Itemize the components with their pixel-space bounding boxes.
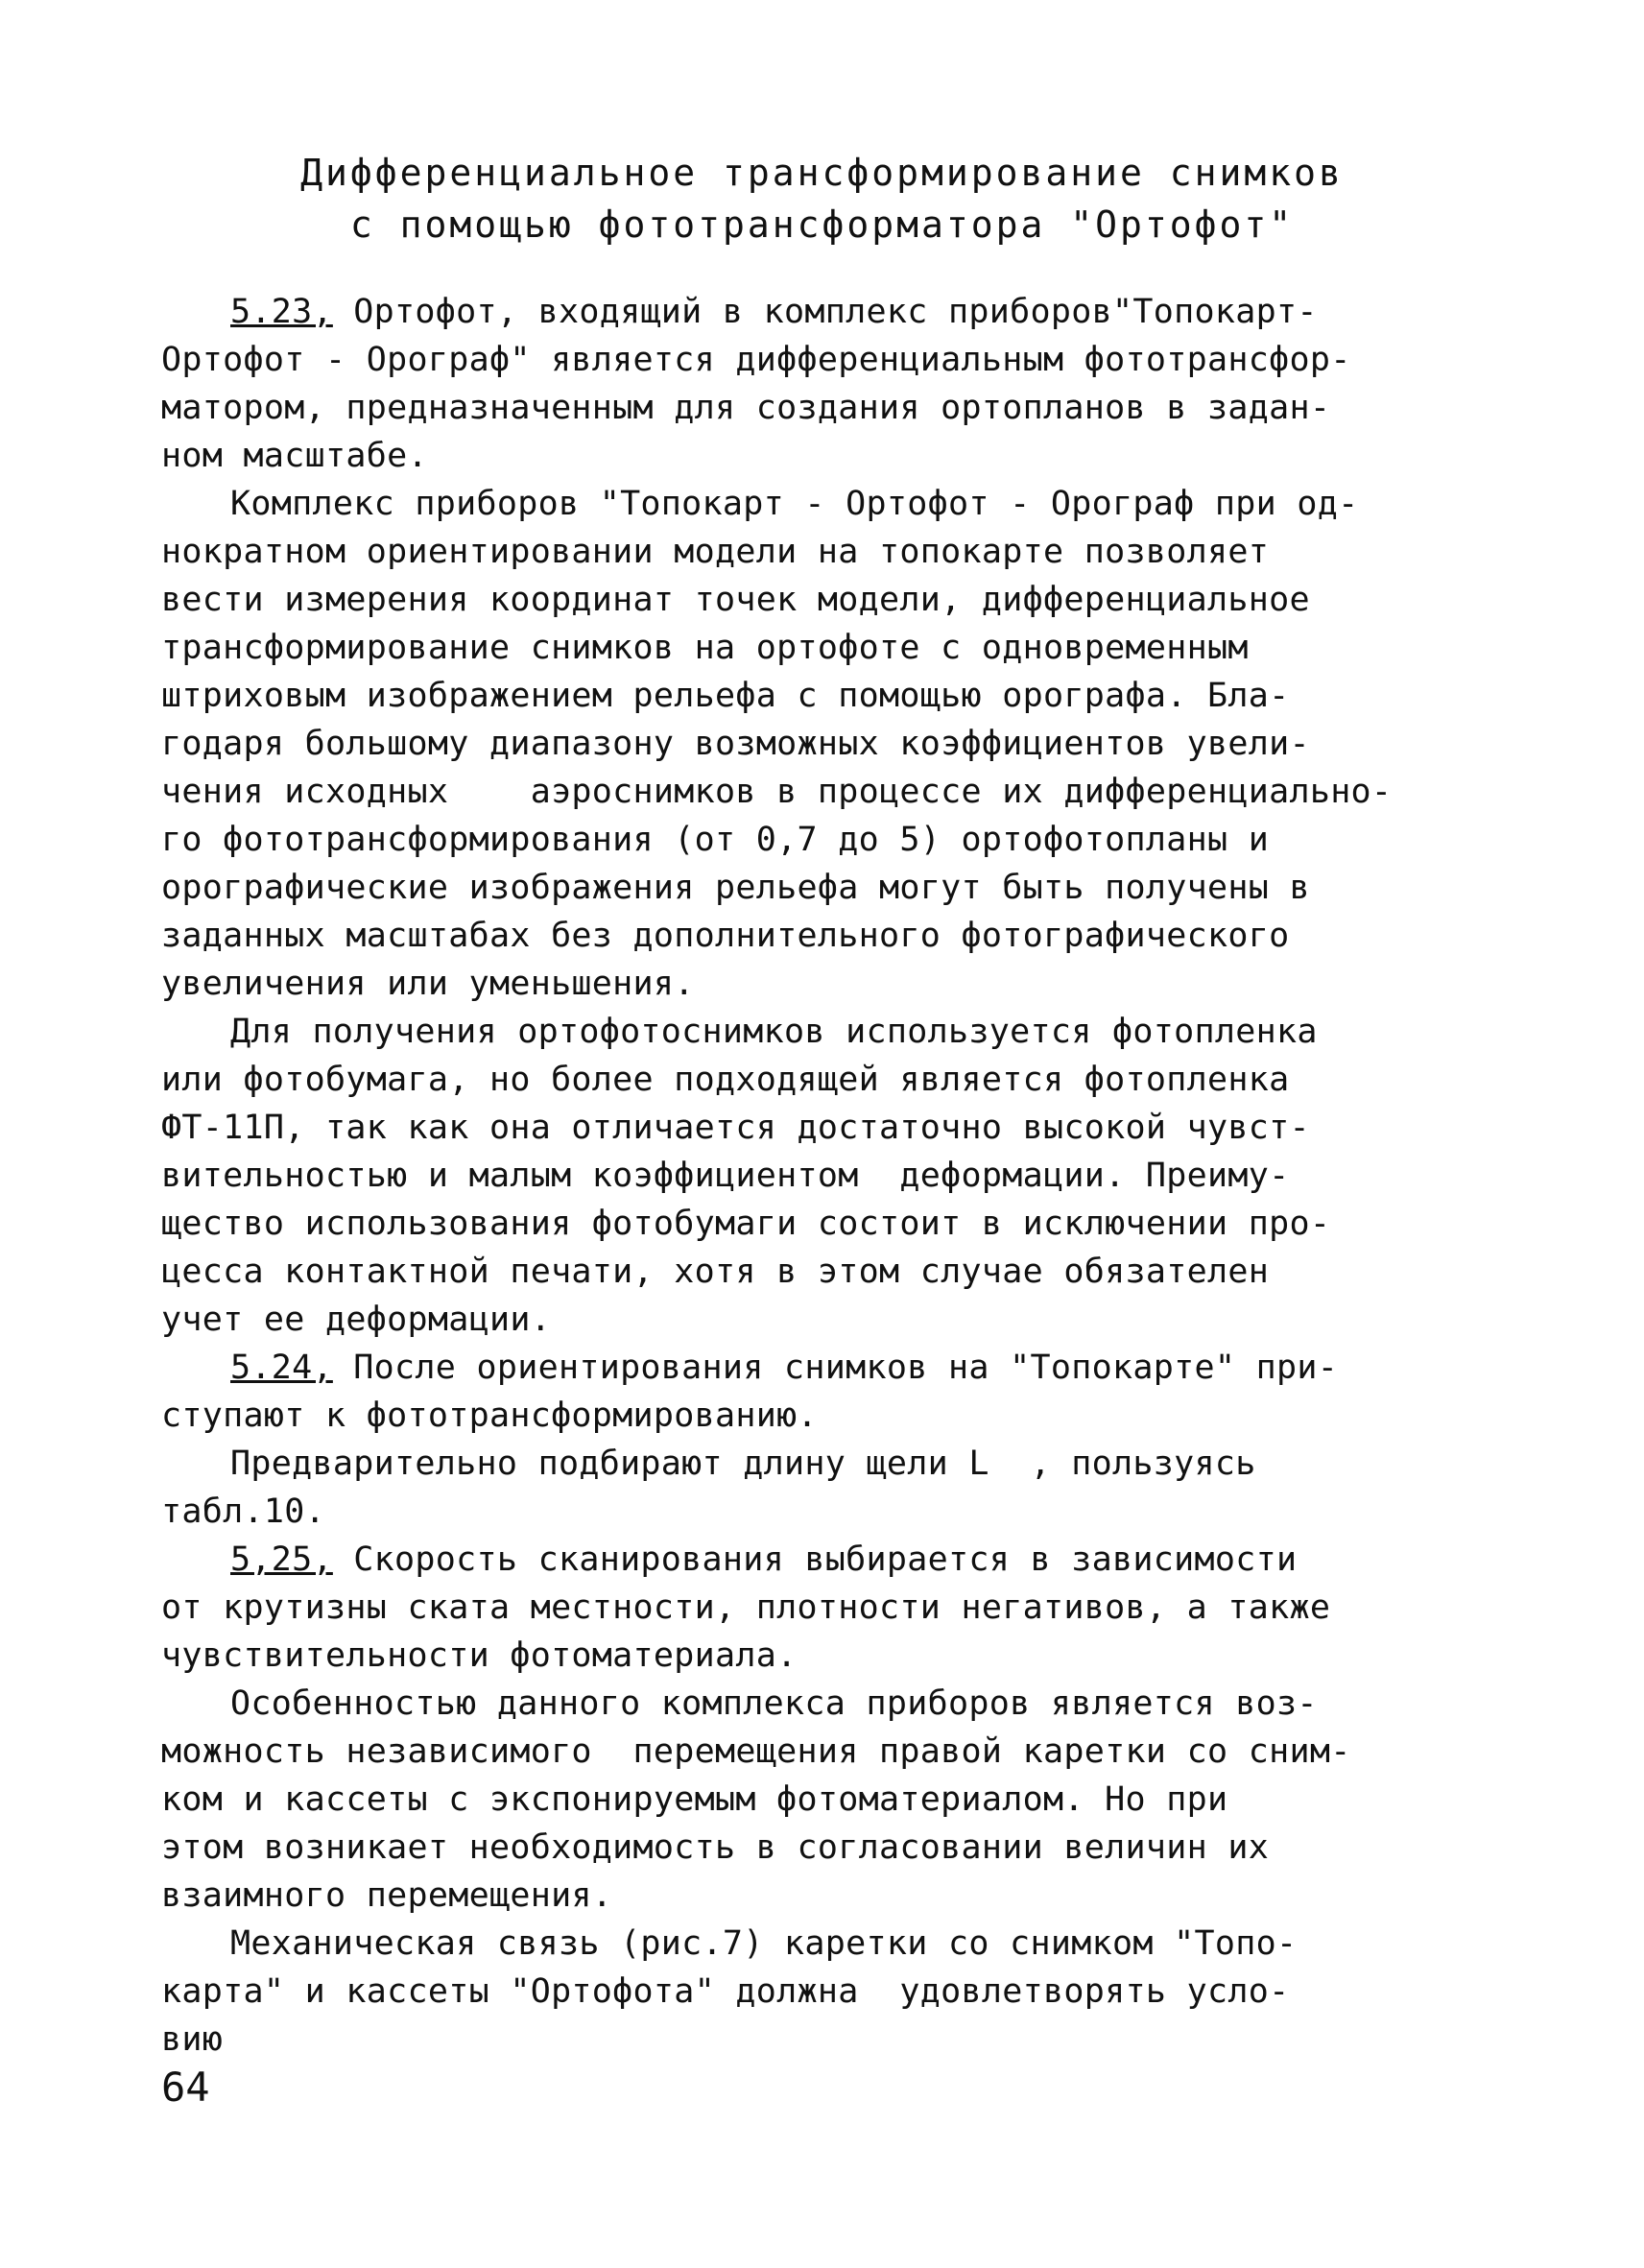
line-text: Комплекс приборов "Топокарт - Ортофот - Орограф при од-: [230, 485, 1359, 523]
line-text: Особенностью данного комплекса приборов является воз-: [230, 1684, 1318, 1723]
line-text: Ортофот - Орограф" является дифференциальным фототрансфор-: [161, 341, 1351, 379]
heading-line-2: с помощью фототрансформатора "Ортофот": [349, 203, 1295, 246]
text-line: [161, 1440, 1486, 1488]
text-line: [161, 1872, 1486, 1920]
text-line: [161, 1968, 1486, 2016]
line-text: чения исходных аэроснимков в процессе их дифференциально-: [161, 773, 1393, 811]
text-line: [161, 1632, 1486, 1680]
text-line: [161, 1392, 1486, 1440]
line-text: вительностью и малым коэффициентом деформации. Преиму-: [161, 1157, 1290, 1195]
text-line: [161, 1008, 1486, 1056]
text-line: [161, 1536, 1486, 1584]
text-line: [161, 576, 1486, 624]
line-text: трансформирование снимков на ортофоте с одновременным: [161, 629, 1249, 667]
text-line: [161, 624, 1486, 672]
line-text: цесса контактной печати, хотя в этом случае обязателен: [161, 1253, 1270, 1291]
text-line: [161, 1200, 1486, 1248]
line-text: После ориентирования снимков на "Топокарте" при-: [332, 1349, 1339, 1387]
text-line: [161, 960, 1486, 1008]
line-text: ФТ-11П, так как она отличается достаточно высокой чувст-: [161, 1109, 1310, 1147]
line-text: чувствительности фотоматериала.: [161, 1636, 798, 1675]
section-number: 5.24,: [230, 1349, 333, 1387]
section-number: 5.23,: [230, 293, 333, 331]
text-line: [161, 1776, 1486, 1824]
text-line: [161, 1152, 1486, 1200]
text-line: [161, 672, 1486, 720]
line-text: Для получения ортофотоснимков используется фотопленка: [230, 1013, 1318, 1051]
text-line: [161, 1344, 1486, 1392]
text-line: [161, 864, 1486, 912]
text-line: [161, 1584, 1486, 1632]
text-line: [161, 912, 1486, 960]
line-text: вию: [161, 2020, 224, 2059]
line-text: Предварительно подбирают длину щели L , пользуясь: [230, 1444, 1256, 1483]
text-line: [161, 528, 1486, 576]
line-text: вести измерения координат точек модели, дифференциальное: [161, 581, 1310, 619]
line-text: можность независимого перемещения правой каретки со сним-: [161, 1732, 1351, 1771]
text-line: [161, 336, 1486, 384]
line-text: орографические изображения рельефа могут быть получены в: [161, 869, 1310, 907]
text-line: [161, 432, 1486, 480]
text-line: [161, 1296, 1486, 1344]
text-line: [161, 1728, 1486, 1776]
line-text: учет ее деформации.: [161, 1301, 552, 1339]
page-number: 64: [161, 2064, 210, 2111]
line-text: нократном ориентировании модели на топокарте позволяет: [161, 533, 1270, 571]
section-number: 5,25,: [230, 1540, 333, 1579]
text-line: [161, 1248, 1486, 1296]
line-text: заданных масштабах без дополнительного фотографического: [161, 917, 1290, 955]
text-line: [161, 2016, 1486, 2064]
line-text: Ортофот, входящий в комплекс приборов"Топокарт-: [332, 293, 1318, 331]
line-text: или фотобумага, но более подходящей является фотопленка: [161, 1061, 1290, 1099]
text-line: [161, 1824, 1486, 1872]
line-text: ступают к фототрансформированию.: [161, 1397, 818, 1435]
text-line: [161, 720, 1486, 768]
line-text: годаря большому диапазону возможных коэффициентов увели-: [161, 725, 1310, 763]
line-text: Механическая связь (рис.7) каретки со снимком "Топо-: [230, 1924, 1298, 1963]
text-line: [161, 1920, 1486, 1968]
text-line: [161, 816, 1486, 864]
line-text: взаимного перемещения.: [161, 1876, 613, 1915]
line-text: увеличения или уменьшения.: [161, 965, 695, 1003]
line-text: матором, предназначенным для создания ортопланов в задан-: [161, 389, 1331, 427]
line-text: от крутизны ската местности, плотности негативов, а также: [161, 1588, 1331, 1627]
text-line: [161, 768, 1486, 816]
text-line: [161, 384, 1486, 432]
body-text: [161, 288, 1486, 2064]
line-text: Скорость сканирования выбирается в зависимости: [332, 1540, 1298, 1579]
heading-line-1: Дифференциальное трансформирование снимков: [300, 152, 1344, 194]
text-line: [161, 1104, 1486, 1152]
line-text: штриховым изображением рельефа с помощью орографа. Бла-: [161, 677, 1290, 715]
line-text: щество использования фотобумаги состоит в исключении про-: [161, 1205, 1331, 1243]
text-line: [161, 480, 1486, 528]
text-line: [161, 1488, 1486, 1536]
line-text: карта" и кассеты "Ортофота" должна удовлетворять усло-: [161, 1972, 1290, 2011]
line-text: го фототрансформирования (от 0,7 до 5) ортофотопланы и: [161, 821, 1270, 859]
line-text: этом возникает необходимость в согласовании величин их: [161, 1828, 1270, 1867]
line-text: ном масштабе.: [161, 437, 428, 475]
line-text: ком и кассеты с экспонируемым фотоматериалом. Но при: [161, 1780, 1228, 1819]
text-line: [161, 1680, 1486, 1728]
text-line: [161, 288, 1486, 336]
line-text: табл.10.: [161, 1492, 325, 1531]
text-line: [161, 1056, 1486, 1104]
